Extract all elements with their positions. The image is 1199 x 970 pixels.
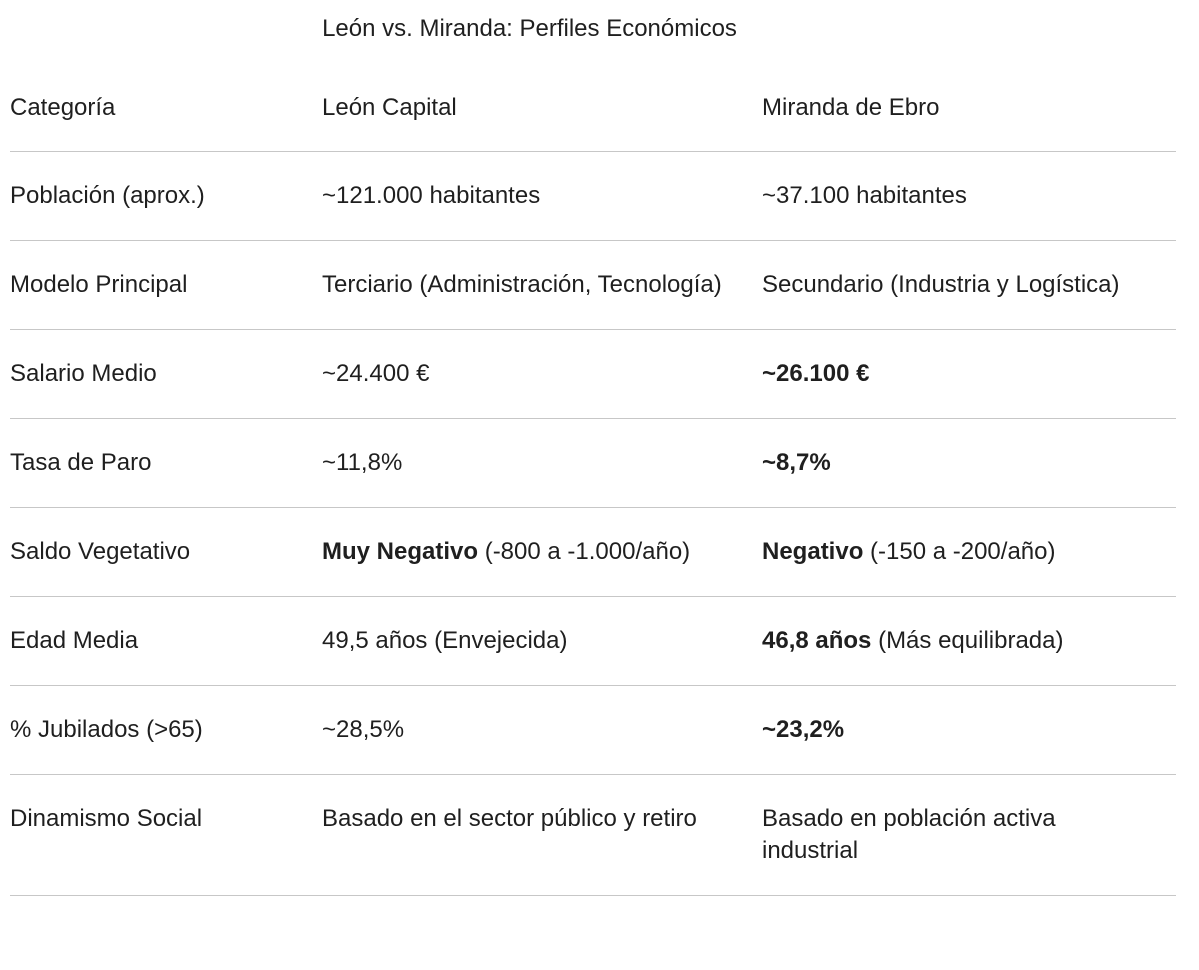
miranda-value-text: Basado en población activa industrial — [762, 804, 1056, 864]
leon-value — [322, 240, 762, 329]
column-header-category: Categoría — [10, 68, 322, 151]
leon-value-text: ~11,8% — [322, 448, 403, 476]
miranda-value — [762, 418, 1176, 507]
miranda-value-text: (-150 a -200/año) — [863, 537, 1056, 565]
miranda-value — [762, 507, 1176, 596]
leon-value-text: ~28,5% — [322, 715, 405, 743]
table-row — [10, 596, 1176, 685]
table-row — [10, 240, 1176, 329]
row-category: Saldo Vegetativo — [10, 507, 322, 596]
leon-value-text: (-800 a -1.000/año) — [478, 537, 691, 565]
miranda-value-text: Secundario (Industria y Logística) — [762, 270, 1120, 298]
leon-value-text: Basado en el sector público y retiro — [322, 804, 697, 832]
miranda-value — [762, 151, 1176, 240]
miranda-value-bold: ~26.100 € — [762, 359, 870, 387]
miranda-value-bold: Negativo — [762, 537, 864, 565]
miranda-value — [762, 685, 1176, 774]
comparison-table — [10, 68, 1176, 896]
table-row — [10, 774, 1176, 895]
row-category: Salario Medio — [10, 329, 322, 418]
leon-value — [322, 329, 762, 418]
leon-value-text: ~24.400 € — [322, 359, 430, 387]
leon-value-text: ~121.000 habitantes — [322, 181, 541, 209]
miranda-value-bold: 46,8 años — [762, 626, 872, 654]
table-row — [10, 507, 1176, 596]
row-category: Dinamismo Social — [10, 774, 322, 895]
table-header-row — [10, 68, 1176, 151]
miranda-value — [762, 596, 1176, 685]
column-header-miranda: Miranda de Ebro — [762, 68, 1176, 151]
row-category: Población (aprox.) — [10, 151, 322, 240]
table-row — [10, 329, 1176, 418]
row-category: Modelo Principal — [10, 240, 322, 329]
table-row — [10, 151, 1176, 240]
miranda-value-bold: ~8,7% — [762, 448, 831, 476]
table-row — [10, 418, 1176, 507]
miranda-value — [762, 240, 1176, 329]
row-category: % Jubilados (>65) — [10, 685, 322, 774]
leon-value — [322, 507, 762, 596]
table-row — [10, 685, 1176, 774]
leon-value — [322, 596, 762, 685]
leon-value — [322, 418, 762, 507]
leon-value-text: 49,5 años (Envejecida) — [322, 626, 568, 654]
miranda-value — [762, 774, 1176, 895]
leon-value-bold: Muy Negativo — [322, 537, 479, 565]
leon-value — [322, 685, 762, 774]
page-title: León vs. Miranda: Perfiles Económicos — [322, 15, 737, 42]
row-category: Tasa de Paro — [10, 418, 322, 507]
row-category: Edad Media — [10, 596, 322, 685]
miranda-value-bold: ~23,2% — [762, 715, 845, 743]
miranda-value-text: ~37.100 habitantes — [762, 181, 967, 209]
column-header-leon: León Capital — [322, 68, 762, 151]
miranda-value — [762, 329, 1176, 418]
leon-value — [322, 774, 762, 895]
leon-value — [322, 151, 762, 240]
miranda-value-text: (Más equilibrada) — [871, 626, 1064, 654]
leon-value-text: Terciario (Administración, Tecnología) — [322, 270, 722, 298]
